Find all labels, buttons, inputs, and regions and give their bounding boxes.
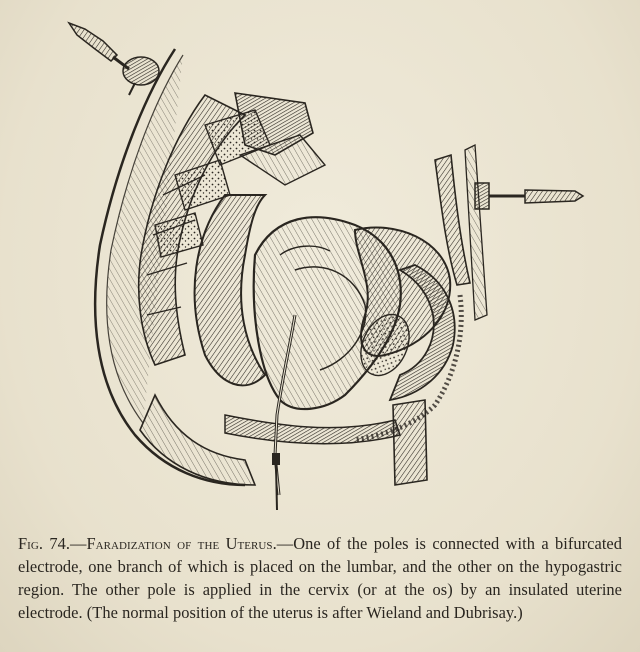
caption-dash-2: — (276, 534, 294, 553)
anatomical-illustration (55, 15, 595, 515)
pelvis-engraving (55, 15, 595, 515)
perineum (225, 415, 400, 444)
caption-dash-1: — (70, 534, 87, 553)
caption-body: One of the poles is connected with a bifurcated electrode, one branch of which is placed on the lumbar, and the other on the hypogastric region. The other pole is applied in the cervix (or at the os) by an insulated uterine electrode. (The normal position of the uterus is after Wieland and Dubrisay.) (18, 534, 622, 622)
figure-label: Fig. 74. (18, 534, 71, 553)
figure-title: Faradization of the Uterus. (86, 534, 277, 553)
lumbar-electrode (69, 23, 159, 95)
thigh (140, 395, 255, 485)
hypogastric-electrode (475, 183, 583, 209)
figure-caption (18, 532, 622, 624)
